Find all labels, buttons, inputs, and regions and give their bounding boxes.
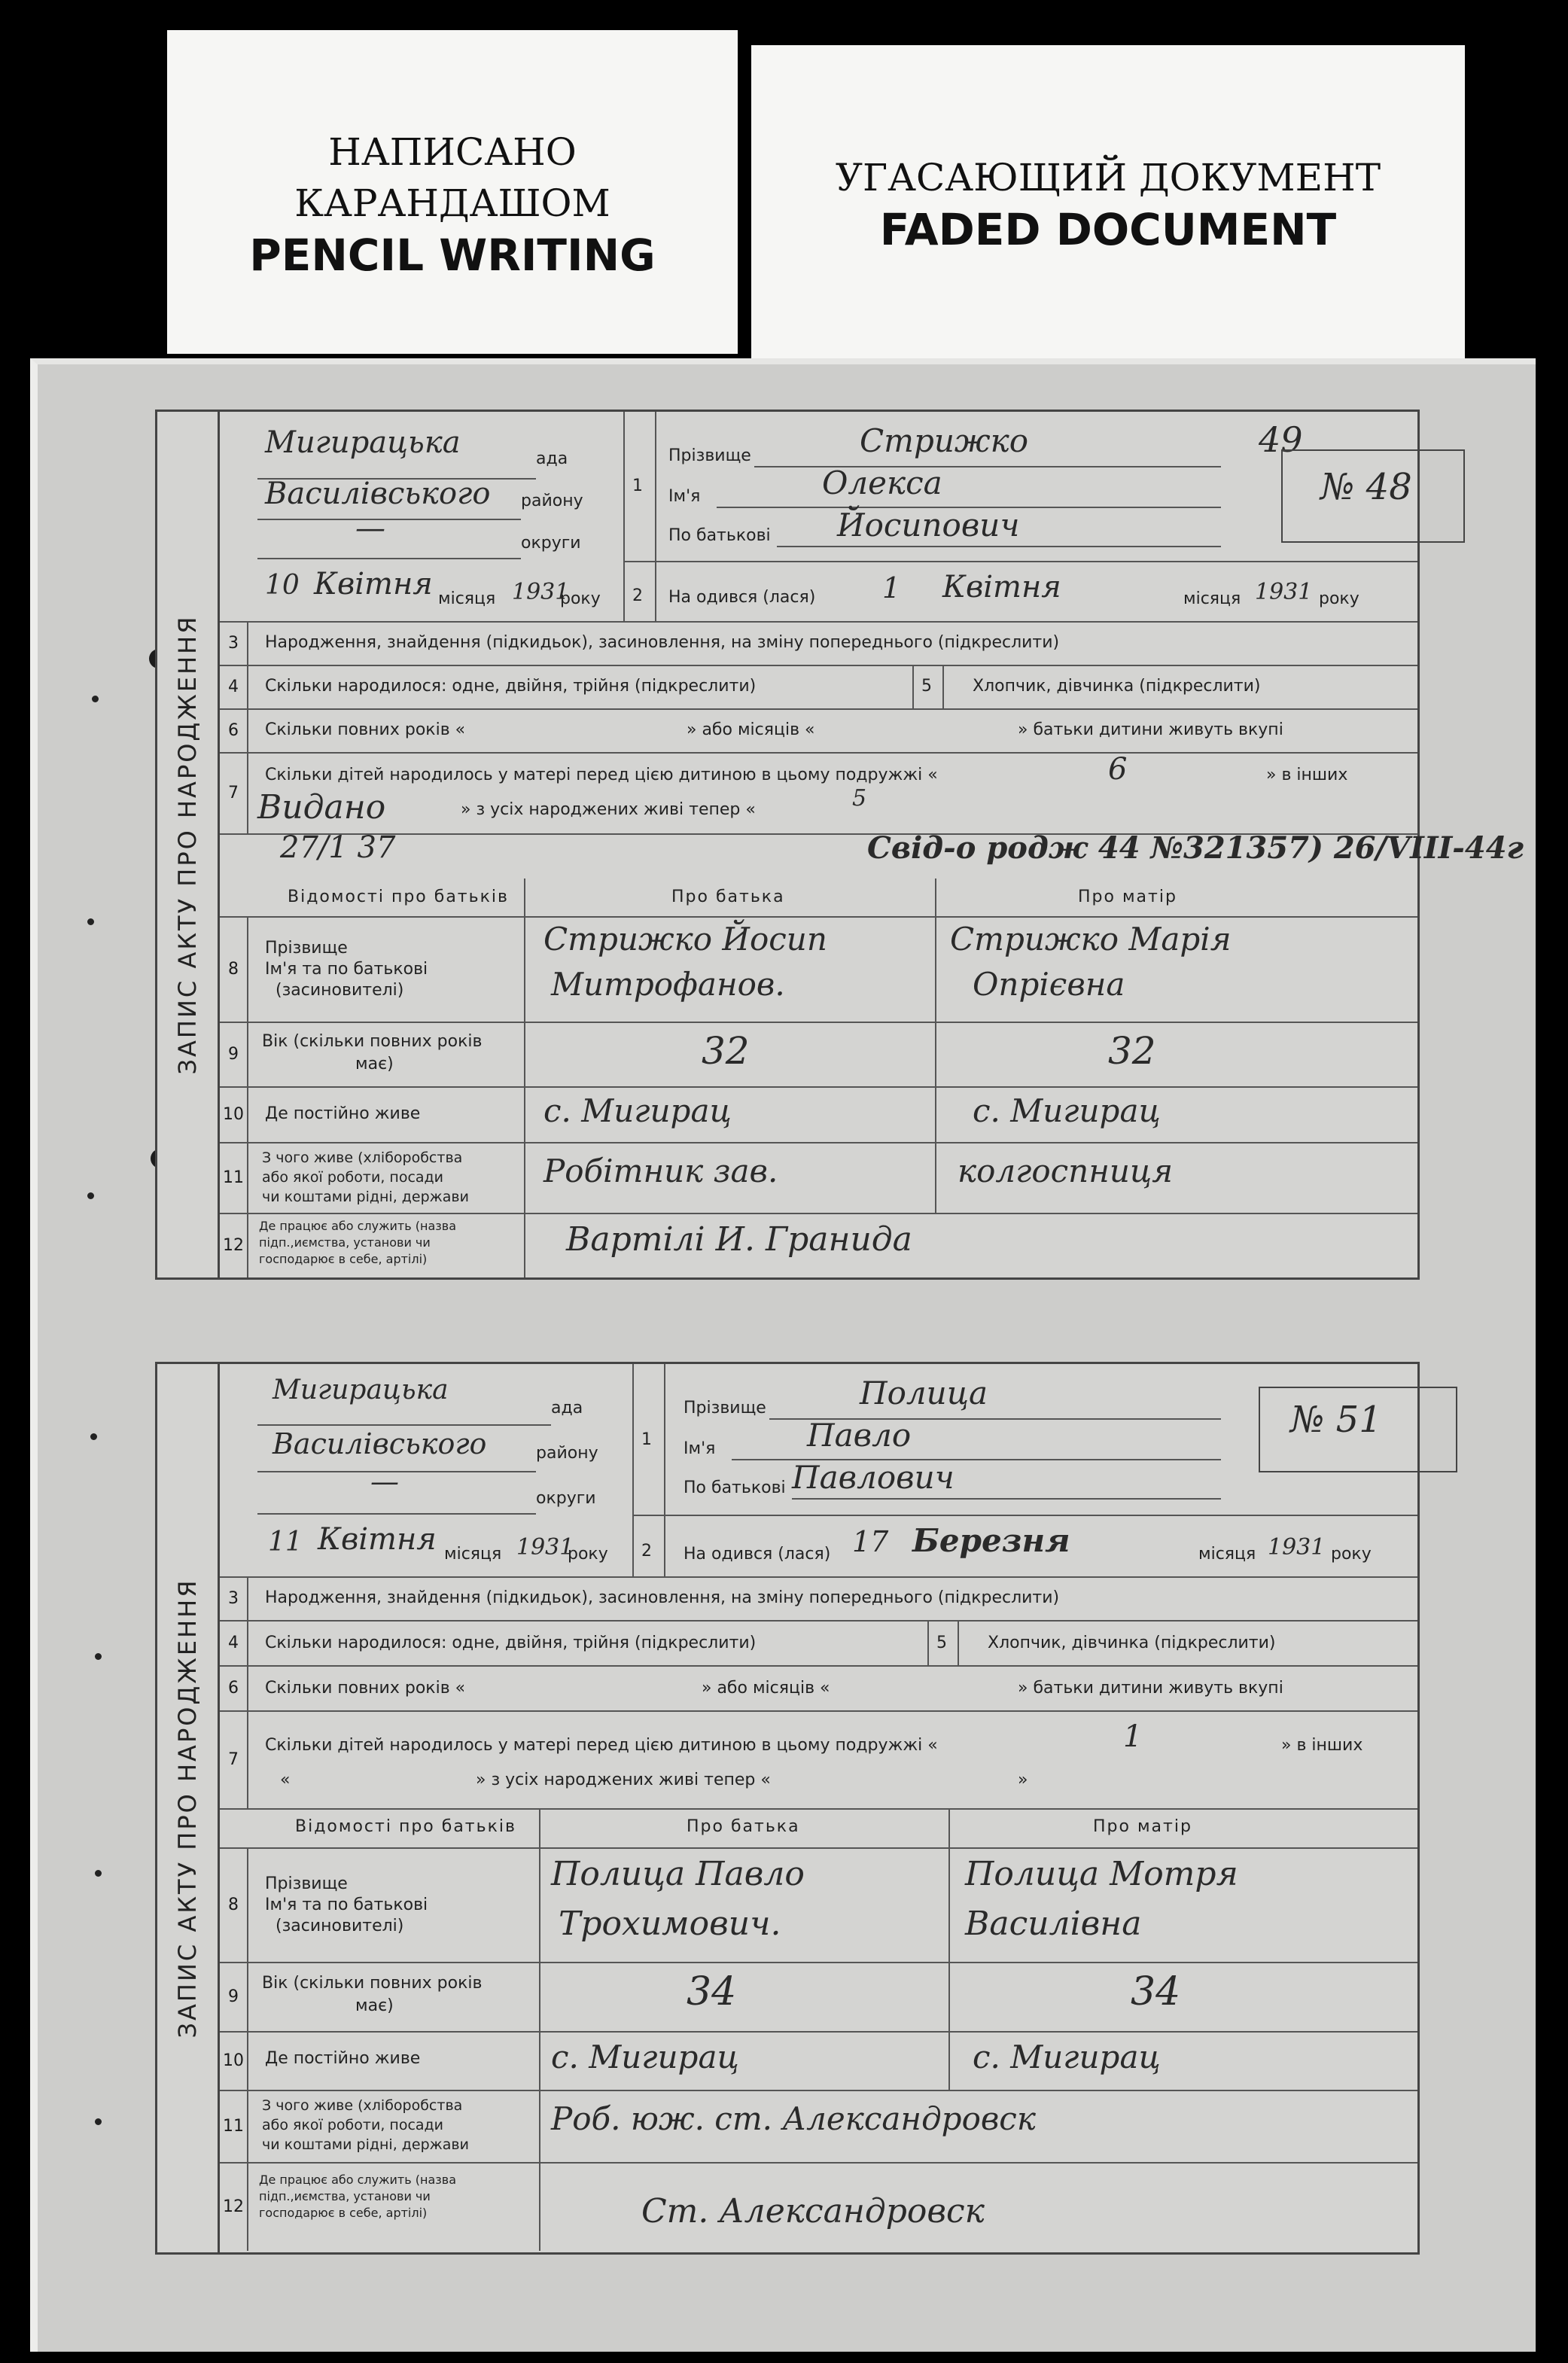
rule [655,412,656,621]
r12-label-2: підп.,иємства, установи чи [259,2189,431,2203]
row-3-label: Народження, знайдення (підкидьок), засиновлення, на зміну попереднього (підкреслити) [265,633,1060,652]
okrug-label: округи [521,534,581,553]
rule [257,1424,551,1426]
faded-document-tag [751,45,1465,361]
birth-record-1 [155,410,1524,1280]
punch-dot [95,2118,102,2125]
rayon-handwritten: Василівського [272,1427,487,1460]
col-mother-label: Про матір [1093,1817,1192,1836]
row-7-label-b: » в інших [1266,766,1348,784]
rada-label: ада [551,1399,583,1417]
father-occupation: Роб. юж. ст. Александровск [551,2100,1036,2137]
tag-right-line1: УГАСАЮЩИЙ ДОКУМЕНТ [835,156,1381,199]
birth-day: 17 [852,1525,889,1558]
tag-left-line1: НАПИСАНО [328,130,577,174]
reg-year: 1931 [516,1534,574,1561]
r12-label-3: господарює в себе, артілі) [259,2206,428,2220]
row-number: 12 [220,1213,248,1277]
father-age: 32 [702,1029,750,1073]
rule [257,558,521,559]
alive-children-value: 5 [852,785,867,812]
rule [623,561,1417,562]
father-name-2: Митрофанов. [551,966,785,1003]
row-7-label-e: » [1018,1771,1028,1789]
row-7-label-d: » з усіх народжених живі тепер « [476,1771,771,1789]
row-7-label-c: « [280,1771,291,1789]
col-parents-label: Відомості про батьків [288,888,509,906]
row-5-label: Хлопчик, дівчинка (підкреслити) [973,677,1261,696]
reg-year: 1931 [512,579,570,605]
document-page [30,358,1536,2352]
born-label: На одився (лася) [684,1545,831,1564]
prev-children-value: 6 [1108,752,1128,787]
rule [632,1515,1417,1516]
name-label: Ім'я [684,1439,716,1458]
punch-dot [92,696,99,702]
row-number: 7 [220,1710,248,1808]
rule [935,1086,936,1142]
workplace: Ст. Александровск [641,2192,985,2231]
rule [539,2090,540,2162]
month-label: місяця [438,589,496,608]
rada-handwritten: Мигирацька [272,1375,449,1405]
rule [935,916,936,1022]
rule [524,1213,525,1277]
side-title: ЗАПИС АКТУ ПРО НАРОДЖЕННЯ [157,1364,220,2252]
birth-record-2 [155,1362,1420,2255]
rule [539,1847,540,1962]
row-11 [220,2090,1417,2164]
rule [912,665,914,708]
row-10 [220,2031,1417,2091]
mother-occupation: колгоспниця [958,1153,1174,1189]
rule [524,1086,525,1142]
row-12 [220,1213,1417,1277]
mother-age: 34 [1131,1969,1181,2014]
record-number-box [1281,449,1465,543]
r12-label-2: підп.,иємства, установи чи [259,1235,431,1250]
issued-date-annotation: 27/1 37 [280,830,396,865]
row-number: 6 [220,708,248,752]
rule [935,879,936,916]
month-label: місяця [1198,1545,1256,1564]
row-7 [220,752,1417,835]
row-4-label: Скільки народилося: одне, двійня, трійня (підкреслити) [265,1634,757,1652]
row-number: 10 [220,1086,248,1142]
year-label: року [568,1545,608,1564]
birth-year: 1931 [1268,1534,1326,1561]
row-7 [220,1710,1417,1810]
prev-children-value: 1 [1123,1719,1143,1754]
birth-month: Березня [912,1522,1070,1559]
name-label: Ім'я [668,487,701,506]
workplace: Вартілі И. Гранида [566,1220,912,1259]
father-residence: с. Мигирац [543,1092,732,1129]
row-number: 1 [641,1430,652,1449]
header-block [220,1364,1417,1578]
mother-name-1: Полица Мотря [965,1855,1238,1893]
rule [524,916,525,1022]
birth-year: 1931 [1255,579,1313,605]
father-name-2: Трохимович. [559,1905,781,1943]
row-number: 4 [220,665,248,708]
punch-dot [87,1192,94,1199]
row-3-label: Народження, знайдення (підкидьок), засиновлення, на зміну попереднього (підкреслити) [265,1588,1060,1607]
rule [792,1498,1221,1500]
reg-month: Квітня [318,1522,437,1557]
row-9 [220,1962,1417,2033]
patronymic-value: Павлович [792,1459,955,1496]
month-label: місяця [1183,589,1241,608]
name-value: Олекса [822,464,942,501]
col-father-label: Про батька [687,1817,800,1836]
row-4-5 [220,665,1417,710]
okrug-handwritten: — [370,1465,399,1498]
record-number: № 48 [1320,466,1412,508]
col-mother-label: Про матір [1078,888,1177,906]
row-number: 1 [632,477,643,495]
rule [632,1364,634,1576]
r12-label-1: Де працює або служить (назва [259,2173,457,2187]
rule [257,519,521,520]
row-3 [220,1576,1417,1622]
row-number: 10 [220,2031,248,2090]
mother-residence: с. Мигирац [973,2039,1161,2075]
row-6 [220,1665,1417,1712]
r9-label-2: має) [355,1055,394,1073]
row-4-5 [220,1620,1417,1667]
row-8 [220,1847,1417,1963]
row-number: 6 [220,1665,248,1710]
r11-label-1: З чого живе (хліборобства [262,1150,463,1166]
side-title: ЗАПИС АКТУ ПРО НАРОДЖЕННЯ [157,412,220,1277]
row-number: 8 [220,1847,248,1962]
row-6-label-a: Скільки повних років « [265,720,466,739]
rule [539,2162,540,2251]
row-number: 8 [220,916,248,1022]
r10-label: Де постійно живе [265,2049,421,2068]
rule [524,1142,525,1213]
row-7-label-b: » в інших [1281,1736,1363,1755]
r11-label-1: З чого живе (хліборобства [262,2097,463,2114]
rule [777,546,1221,547]
col-parents-label: Відомості про батьків [295,1817,516,1836]
row-number: 3 [220,1576,248,1620]
rada-label: ада [536,449,568,468]
rada-handwritten: Мигирацька [265,425,461,460]
mother-name-2: Опрієвна [973,966,1125,1003]
issued-annotation: Видано [257,788,386,827]
row-11 [220,1142,1417,1214]
punch-dot [90,1433,97,1440]
row-number: 2 [632,586,643,605]
row-3 [220,621,1417,666]
row-number: 5 [936,1634,947,1652]
row-6-label-c: » батьки дитини живуть вкупі [1018,720,1283,739]
birth-month: Квітня [942,570,1061,604]
row-number: 9 [220,1022,248,1086]
rule [257,1513,536,1515]
r8-label-1: Прізвище [265,1874,348,1893]
row-number: 11 [220,1142,248,1213]
r11-label-3: чи коштами рідні, держави [262,1189,469,1205]
reg-day: 10 [265,570,300,601]
r8-label-1: Прізвище [265,939,348,958]
row-6-label-c: » батьки дитини живуть вкупі [1018,1679,1283,1698]
punch-dot [87,918,94,925]
rule [927,1620,929,1665]
rule [948,1808,950,1847]
name-value: Павло [807,1417,912,1454]
rule [539,1962,540,2031]
r9-label-1: Вік (скільки повних років [262,1032,483,1051]
patronymic-value: Йосипович [837,507,1020,544]
row-number: 4 [220,1620,248,1665]
year-label: року [560,589,601,608]
r12-label-3: господарює в себе, артілі) [259,1252,428,1266]
tag-left-line2: КАРАНДАШОМ [294,181,610,225]
mother-age: 32 [1108,1029,1156,1073]
okrug-label: округи [536,1489,596,1508]
surname-label: Прізвище [684,1399,766,1417]
rule [942,665,944,708]
birth-day: 1 [882,571,901,604]
row-9 [220,1022,1417,1088]
father-occupation: Робітник зав. [543,1153,778,1189]
row-number: 11 [220,2090,248,2162]
rule [935,1022,936,1086]
father-residence: с. Мигирац [551,2039,739,2075]
rule [948,2031,950,2090]
rule [524,879,525,916]
surname-label: Прізвище [668,446,751,465]
record-number: № 51 [1290,1399,1382,1441]
father-name-1: Полица Павло [551,1855,805,1893]
mother-name-1: Стрижко Марія [950,921,1232,958]
row-5-label: Хлопчик, дівчинка (підкреслити) [988,1634,1276,1652]
r8-label-3: (засиновителі) [276,981,404,1000]
r8-label-3: (засиновителі) [276,1917,404,1935]
row-number: 2 [641,1542,652,1561]
row-12 [220,2162,1417,2251]
row-number: 7 [220,752,248,833]
rayon-handwritten: Василівського [265,477,491,511]
rule [539,2031,540,2090]
r11-label-2: або якої роботи, посади [262,2117,444,2133]
father-name-1: Стрижко Йосип [543,921,827,958]
month-label: місяця [444,1545,502,1564]
row-7-label-a: Скільки дітей народилось у матері перед цією дитиною в цьому подружжі « [265,1736,938,1755]
row-number: 9 [220,1962,248,2031]
born-label: На одився (лася) [668,588,816,607]
r10-label: Де постійно живе [265,1104,421,1123]
parents-header [220,879,1417,918]
row-10 [220,1086,1417,1143]
record-number-box [1259,1387,1457,1472]
rule [524,1022,525,1086]
mother-residence: с. Мигирац [973,1092,1161,1129]
rule [664,1364,665,1576]
rayon-label: району [521,492,583,510]
punch-dot [95,1870,102,1877]
mother-name-2: Василівна [965,1905,1142,1943]
year-label: року [1319,589,1359,608]
rule [539,1808,540,1847]
reg-month: Квітня [314,567,433,601]
reg-day: 11 [268,1527,303,1558]
year-label: року [1331,1545,1372,1564]
pencil-record-number: 49 [1259,419,1303,460]
rule [623,412,625,621]
col-father-label: Про батька [671,888,785,906]
punch-dot [95,1653,102,1660]
rule [958,1620,959,1665]
row-6-label-b: » або місяців « [687,720,815,739]
r8-label-2: Ім'я та по батькові [265,960,428,979]
row-number: 12 [220,2162,248,2251]
r11-label-3: чи коштами рідні, держави [262,2136,469,2153]
parents-header [220,1808,1417,1849]
pencil-writing-tag [167,30,738,354]
r8-label-2: Ім'я та по батькові [265,1896,428,1914]
patronymic-label: По батькові [684,1478,786,1497]
father-age: 34 [687,1969,737,2014]
row-4-label: Скільки народилося: одне, двійня, трійня (підкреслити) [265,677,757,696]
tag-left-line3: PENCIL WRITING [249,230,656,281]
r12-label-1: Де працює або служить (назва [259,1219,457,1233]
rule [948,1847,950,1962]
row-number: 3 [220,621,248,665]
header-block [220,412,1417,623]
row-6 [220,708,1417,754]
row-7-label-d: » з усіх народжених живі тепер « [461,800,756,819]
rule [935,1142,936,1213]
patronymic-label: По батькові [668,526,771,545]
row-7-label-a: Скільки дітей народилось у матері перед цією дитиною в цьому подружжі « [265,766,938,784]
r11-label-2: або якої роботи, посади [262,1169,444,1186]
okrug-handwritten: — [355,511,385,546]
row-number: 5 [921,677,932,696]
rule [948,1962,950,2031]
row-8 [220,916,1417,1023]
certificate-annotation: Свід-о родж 44 №321357) 26/VIII-44г [867,830,1524,866]
surname-value: Стрижко [860,422,1029,459]
row-6-label-b: » або місяців « [702,1679,830,1698]
tag-right-line2: FADED DOCUMENT [879,204,1337,255]
surname-value: Полица [860,1375,988,1411]
row-6-label-a: Скільки повних років « [265,1679,466,1698]
r9-label-2: має) [355,1996,394,2015]
rayon-label: району [536,1444,598,1463]
r9-label-1: Вік (скільки повних років [262,1974,483,1993]
